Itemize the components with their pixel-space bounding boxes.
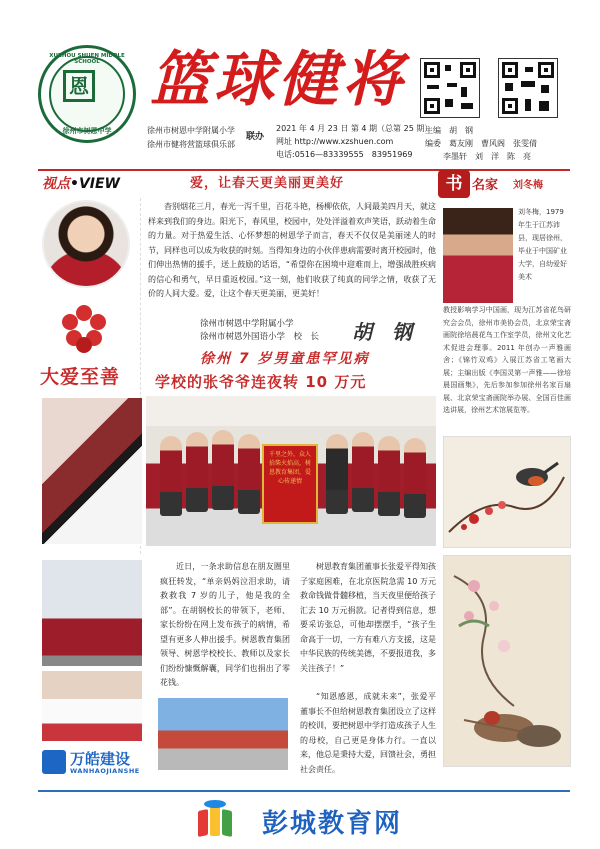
artist-bio-short: 刘冬梅，1979 年生于江苏沛县，现居徐州，毕业于中国矿业大学，自幼爱好美术 xyxy=(518,208,567,281)
view-paragraph: 杳别烟花三月，春光一泻千里，百花斗艳，杨柳依依，人间最美四月天，就这样来到我们的身边。阳光下，春风里，校园中，处处洋溢着欢声笑语，跃动着生命的力量。对于热爱生活、心怀梦想的树恩学子而言，春天不仅仅是美丽迷人的时节，同样也可以成为收获的时刻。当得知身边的小伙伴患病需要时离开校园时，他们伸出热情的援手，送上鼓励的话语，“希望你在困境中迎难而上，增强战胜疾病的信心和勇气，早日重返校园。”这一刻，他们收获了纯真的同学之情，收获了无价的人间大爱。爱，让这个春天更美丽，更美好！ xyxy=(148,202,436,298)
issue-info xyxy=(276,122,432,161)
charity-subhead-1: 徐州 7 岁男童患罕见病 xyxy=(200,351,370,367)
books-logo-icon xyxy=(196,800,236,840)
view-headline: 爱，让春天更美丽更美好 xyxy=(190,176,345,191)
artist-bio-long: 教授影响学习中国画，现为江苏省花鸟研究会会员，徐州市美协会员，北京荣宝斋画院徐培晨花鸟工作室学员，徐州文化艺术促进会理事。2011 年创办一声雅画舍；《锦竹双鸡》入展江苏省工笔画大展；主编出版《李国灵第一声雅——徐培晨国画集》，先后参加参加徐州名家百扇展、北京荣宝斋画院举办展、全国百佳画选讲展，徐州艺术馆展览等。 xyxy=(443,306,571,414)
website-link[interactable]: 网址 http://www.xzshuen.com xyxy=(276,137,394,146)
signature-line-1: 徐州市树恩中学附属小学 xyxy=(200,319,294,329)
publisher-line-2: 徐州市健将营篮球俱乐部 xyxy=(147,140,235,149)
issue-date: 2021 年 4 月 23 日 第 4 期（总第 25 期） xyxy=(276,124,433,133)
footer-site-name[interactable]: 彭城教育网 xyxy=(262,809,403,839)
painting-pheasants xyxy=(443,555,571,767)
qr-code-left[interactable] xyxy=(420,58,480,118)
charity-paragraph-right: 树恩教育集团董事长张爱平得知孩子家庭困难，在北京医院急需 10 万元救命钱做骨髓移植，当天夜里便给孩子汇去 10 万元捐款。记者得到信息，想要采访张总，可他却摆摆手，“孩子生命高于一切，一方有难八方支援，这是中华民族的传统美德，不要报道我，多关注孩子！” xyxy=(300,562,436,673)
seal-text-top: XUZHOU SHUEN MIDDLE SCHOOL xyxy=(49,53,125,65)
sponsor-mark-icon xyxy=(42,750,66,774)
view-label-en: •VIEW xyxy=(70,176,120,192)
painting-bird-flowers xyxy=(443,436,571,548)
sponsor-name-cn: 万皓建设 xyxy=(70,750,131,768)
charity-paragraph-tail: “知恩感恩，成就未来”，张爱平董事长不但给树恩教育集团设立了这样的校训，要把树恩中学打造成孩子人生的母校，自己更是身体力行。一直以来，他总是秉持大爱，回馈社会，勇担社会责任。 xyxy=(300,692,436,774)
artist-photo xyxy=(443,208,513,303)
editorial-board xyxy=(425,124,537,163)
painting-pheasant-svg xyxy=(444,556,570,766)
charity-section-label: 大爱至善 xyxy=(40,366,121,388)
publisher-line-1: 徐州市树恩中学附属小学 xyxy=(147,126,235,135)
editor-in-chief: 主编 胡 钢 xyxy=(425,126,473,135)
photo-piano-child xyxy=(42,398,142,544)
sponsor-logo xyxy=(42,748,142,780)
qr-code-right[interactable] xyxy=(498,58,558,118)
photo-mother-children xyxy=(42,560,142,666)
heart-hands-icon xyxy=(58,305,110,355)
sponsor-name-en: WANHAOJIANSHE xyxy=(70,767,140,775)
artist-badge-icon: 书 xyxy=(438,170,470,198)
charity-paragraph-left: 近日，一条求助信息在朋友圈里疯狂转发，“单亲妈妈泣泪求助，请救救我 7 岁的儿子，他是我的全部”。在胡钢校长的带领下，老师、家长纷纷在网上发布孩子的病情，希望有更多人伸出援手。树恩教育集团领导、树恩学校校长、教师以及家长们纷纷慷慨解囊，同学们也捐出了零花钱。 xyxy=(160,562,290,687)
photo-school-building xyxy=(158,698,288,770)
charity-subhead-2: 学校的张爷爷连夜转 10 万元 xyxy=(155,373,367,391)
principal-photo xyxy=(42,200,130,288)
seal-text-bottom: 徐州市树恩中学 xyxy=(62,127,112,135)
view-section-label xyxy=(42,173,120,193)
view-label-cn: 视点 xyxy=(42,176,70,192)
footer-divider xyxy=(38,790,570,792)
publisher-info xyxy=(147,124,235,152)
editorial-committee: 编委 葛友刚 曹风阁 张雯倩 xyxy=(425,139,537,148)
joint-label: 联办 xyxy=(246,132,265,142)
banner-text: 千里之外，众人拾柴火焰高，树恩教育集团，爱心传递情 xyxy=(268,451,311,485)
signature-line-2: 徐州市树恩外国语小学 校 长 xyxy=(200,332,320,342)
signature-block xyxy=(200,318,319,344)
school-seal-logo xyxy=(38,45,136,143)
masthead-divider xyxy=(38,169,570,171)
painting-bird-svg xyxy=(444,437,570,547)
editorial-committee-cont: 李墨轩 刘 洋 陈 亮 xyxy=(443,152,531,161)
signature-name: 胡 钢 xyxy=(352,320,412,344)
artist-name: 刘冬梅 xyxy=(513,180,543,191)
photo-students xyxy=(42,671,142,741)
newspaper-title: 篮球健将 xyxy=(150,45,406,115)
phone-numbers: 电话:0516—83339555 83951969 xyxy=(276,150,413,159)
award-banner xyxy=(262,444,318,524)
seal-glyph: 恩 xyxy=(63,70,95,102)
artist-section-label: 名家 xyxy=(472,178,499,193)
